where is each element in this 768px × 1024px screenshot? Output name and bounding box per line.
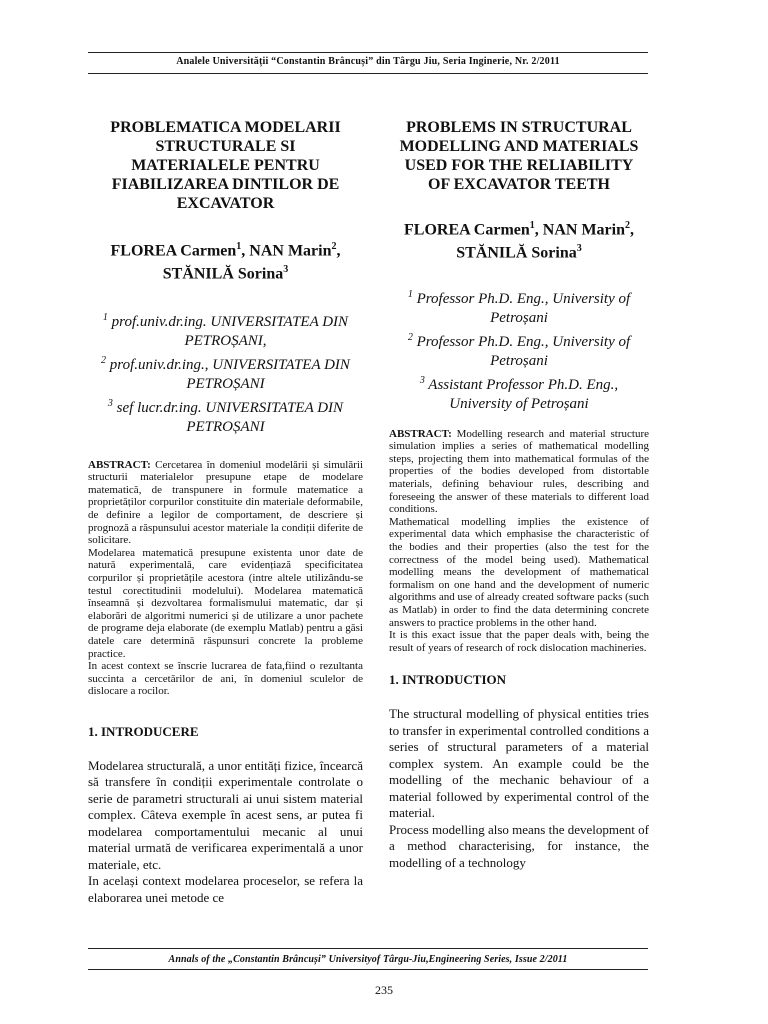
author-sup: 2 (331, 241, 337, 252)
author-name: STĂNILĂ Sorina (456, 244, 577, 262)
title-line: PROBLEMS IN STRUCTURAL (406, 119, 632, 136)
affiliations-en (389, 285, 649, 414)
author-name: FLOREA Carmen (404, 221, 530, 239)
title-line: STRUCTURALE SI (155, 138, 296, 155)
paper-title-en (389, 118, 649, 194)
author-sup: 2 (625, 220, 630, 231)
section-heading-en: 1. INTRODUCTION (389, 672, 507, 688)
header-rule (88, 52, 648, 53)
body-en (389, 706, 649, 871)
author-sep: , (336, 242, 341, 260)
body-paragraph: In același context modelarea proceselor, se refera la elaborarea unei metode ce (88, 873, 363, 905)
page-number: 235 (375, 983, 393, 997)
author-sep: , (241, 242, 250, 260)
body-ro (88, 758, 363, 907)
abstract-label: ABSTRACT: (88, 458, 151, 471)
running-foot: Annals of the „Constantin Brâncuși” Universityof Târgu-Jiu,Engineering Series, Issue 2/2011 (168, 954, 568, 965)
abstract-paragraph: It is this exact issue that the paper deals with, being the result of years of research of rock dislocation machineries. (389, 629, 649, 654)
affiliation-sup: 3 (107, 397, 113, 409)
author-sup: 1 (236, 241, 242, 252)
body-paragraph: Process modelling also means the development of a method characterising, for instance, the modelling of a technology (389, 821, 649, 870)
affiliation-text: prof.univ.dr.ing. UNIVERSITATEA DIN PETROȘANI, (107, 313, 349, 349)
author-name: NAN Marin (542, 221, 625, 239)
affiliation (389, 285, 649, 328)
author-name: FLOREA Carmen (110, 242, 237, 260)
body-paragraph: The structural modelling of physical entities tries to transfer in experimental controlled conditions a series of structural parameters of a material complex system. An example could be the modelling of the mechanic behaviour of a material followed by experimental control of the material. (389, 706, 649, 821)
abstract-paragraph (389, 428, 649, 516)
abstract-en (389, 428, 649, 655)
affiliation-text: Professor Ph.D. Eng., University of Petroșani (412, 290, 631, 326)
affiliation (88, 394, 363, 437)
affiliation (88, 308, 363, 351)
affiliation (389, 328, 649, 371)
paper-title-ro (88, 118, 363, 213)
affiliation-sup: 1 (407, 288, 413, 300)
right-column (389, 118, 649, 871)
author-name: NAN Marin (249, 242, 332, 260)
abstract-paragraph (88, 459, 363, 547)
affiliation-sup: 1 (102, 311, 108, 323)
running-head: Analele Universității “Constantin Brâncuși” din Târgu Jiu, Seria Inginerie, Nr. 2/2011 (176, 56, 560, 67)
author-sep: , (534, 221, 543, 239)
affiliations-ro (88, 308, 363, 437)
footer-rule-bottom (88, 969, 648, 970)
body-paragraph: Modelarea structurală, a unor entități fizice, încearcă să transfere în condiții experimentale controlate o serie de parametri structurali ai unui sistem material complex. Câteva exemple în acest sens, ar putea fi modelarea comportamentului mecanic al unui material urmată de verificarea experimentală a unor materiale, etc. (88, 757, 363, 872)
authors-ro (88, 237, 363, 284)
author-sep: , (630, 221, 634, 239)
affiliation-text: sef lucr.dr.ing. UNIVERSITATEA DIN PETROȘANI (112, 399, 344, 435)
title-line: EXCAVATOR (176, 195, 275, 212)
affiliation (389, 371, 649, 414)
affiliation-sup: 3 (419, 374, 425, 386)
author-sup: 1 (529, 220, 535, 231)
authors-en (389, 216, 649, 263)
affiliation-text: Professor Ph.D. Eng., University of Petroșani (412, 333, 631, 369)
affiliation (88, 351, 363, 394)
abstract-ro (88, 459, 363, 698)
title-line: FIABILIZAREA DINTILOR DE (111, 176, 340, 193)
author-name: STĂNILĂ Sorina (162, 265, 284, 283)
title-line: MATERIALELE PENTRU (131, 157, 320, 174)
header-rule-bottom (88, 73, 648, 74)
author-sup: 3 (283, 264, 289, 276)
section-heading-ro: 1. INTRODUCERE (88, 723, 199, 739)
footer-rule (88, 948, 648, 949)
left-column (88, 118, 363, 906)
title-line: OF EXCAVATOR TEETH (428, 176, 610, 193)
title-line: MODELLING AND MATERIALS (399, 138, 639, 155)
affiliation-text: prof.univ.dr.ing., UNIVERSITATEA DIN PETROȘANI (106, 356, 350, 392)
author-sup: 3 (576, 243, 582, 255)
title-line: PROBLEMATICA MODELARII (110, 119, 341, 136)
affiliation-sup: 2 (407, 331, 413, 343)
abstract-text: Modelling research and material structure simulation implies a series of mathematical modelling steps, projecting them into mathematical formulas of the properties of the bodies developed from distortable materials, defining behaviour rules, describing and foreseeing the answer of these materials to different load conditions. (389, 427, 649, 516)
abstract-label: ABSTRACT: (389, 427, 452, 440)
abstract-paragraph: Modelarea matematică presupune existenta unor date de natură experimentală, care evidențiază specificitatea corpurilor și proprietățile acestora (intre altele utilizându-se testul corectitudinii modelului). Modelarea matematică înseamnă și dezvoltarea formalismului matematic, dar și elaborări de algoritmi numerici și de utilizare a unor pachete de programe deja elaborate (de exemplu Matlab) pentru a găsi datele care determină răspunsuri concrete la probleme practice. (88, 546, 363, 660)
abstract-text: Cercetarea în domeniul modelării și simulării structurii materialelor presupune etape de modelare matematică, de transpunere in formule matematice a proprietăților corpurilor constituite din materiale deformabile, de definire a legilor de comportament, de descriere și prognoză a răspunsului acestor materiale la condiții diferite de solicitare. (88, 458, 363, 547)
abstract-paragraph: In acest context se înscrie lucrarea de fata,fiind o rezultanta succinta a cercetărilor de ani, în domeniul sculelor de dislocare a rocilor. (88, 660, 363, 698)
abstract-paragraph: Mathematical modelling implies the existence of experimental data which emphasise the characteristic of the bodies and their properties (also the test for the correctness of the model being used). Mathematical modelling means the development of mathematical formalism on one hand and the development of numeric algorithms and use of already created software packs (such as Matlab) in order to find the data determining concrete answers to practice problems in the other hand. (389, 515, 649, 629)
affiliation-text: Assistant Professor Ph.D. Eng., University of Petroșani (424, 376, 619, 412)
title-line: USED FOR THE RELIABILITY (404, 157, 634, 174)
affiliation-sup: 2 (101, 354, 107, 366)
